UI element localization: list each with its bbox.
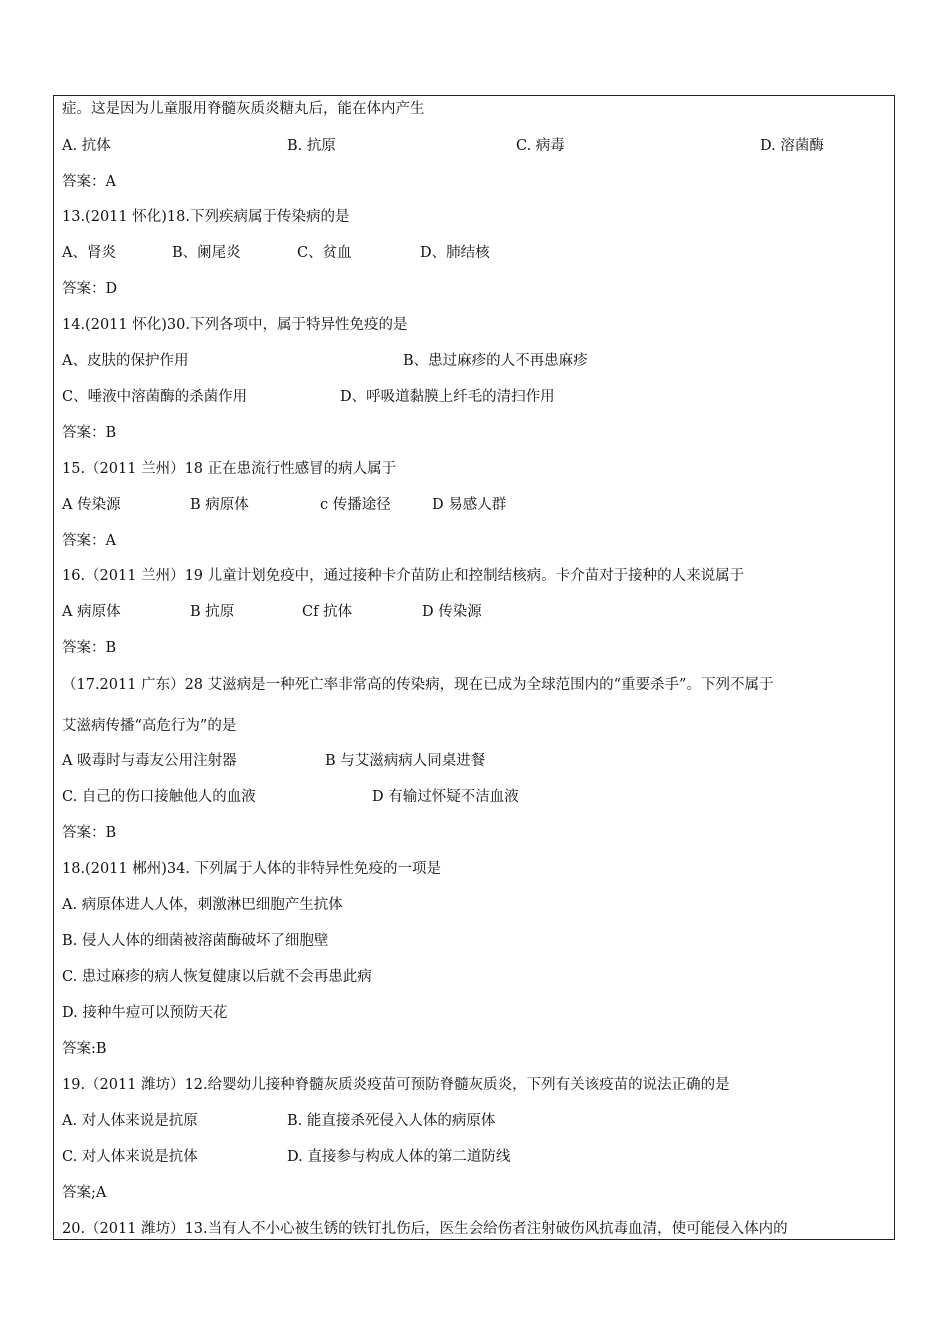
answer-option: D 易感人群: [432, 497, 507, 513]
answer-option: C. 对人体来说是抗体: [62, 1149, 198, 1165]
answer-option: B 抗原: [190, 604, 235, 620]
page-border: [53, 95, 895, 1240]
text-line: 18.(2011 郴州)34. 下列属于人体的非特异性免疫的一项是: [62, 861, 442, 877]
text-line: D. 接种牛痘可以预防天花: [62, 1005, 228, 1021]
text-line: B. 侵人人体的细菌被溶菌酶破坏了细胞壁: [62, 933, 329, 949]
text-line: 20.（2011 潍坊）13.当有人不小心被生锈的铁钉扎伤后，医生会给伤者注射破伤风抗毒血清，使可能侵入体内的: [62, 1221, 788, 1237]
text-line: 13.(2011 怀化)18.下列疾病属于传染病的是: [62, 209, 350, 225]
text-line: （17.2011 广东）28 艾滋病是一种死亡率非常高的传染病，现在已成为全球范围内的“重要杀手”。下列不属于: [62, 677, 774, 693]
answer-option: C、贫血: [297, 245, 352, 261]
text-line: C. 患过麻疹的病人恢复健康以后就不会再患此病: [62, 969, 372, 985]
text-line: 答案;A: [62, 1185, 107, 1201]
text-line: A. 病原体进人人体，刺激淋巴细胞产生抗体: [62, 897, 343, 913]
text-line: 15.（2011 兰州）18 正在患流行性感冒的病人属于: [62, 461, 397, 477]
answer-option: A 吸毒时与毒友公用注射器: [62, 753, 237, 769]
answer-option: C. 病毒: [516, 138, 565, 154]
text-line: 16.（2011 兰州）19 儿童计划免疫中，通过接种卡介苗防止和控制结核病。卡介苗对于接种的人来说属于: [62, 568, 745, 584]
answer-option: D 传染源: [422, 604, 482, 620]
text-line: 答案：B: [62, 425, 117, 441]
answer-option: C. 自己的伤口接触他人的血液: [62, 789, 256, 805]
text-line: 答案：A: [62, 533, 116, 549]
answer-option: B. 能直接杀死侵入人体的病原体: [287, 1113, 496, 1129]
answer-option: B 病原体: [190, 497, 249, 513]
text-line: 答案：B: [62, 640, 117, 656]
answer-option: A、肾炎: [62, 245, 116, 261]
answer-option: c 传播途径: [320, 497, 391, 513]
text-line: 答案：B: [62, 825, 117, 841]
answer-option: D 有输过怀疑不洁血液: [372, 789, 519, 805]
answer-option: B. 抗原: [287, 138, 336, 154]
text-line: 答案:B: [62, 1041, 107, 1057]
answer-option: Cf 抗体: [302, 604, 353, 620]
text-line: 艾滋病传播“高危行为”的是: [62, 718, 237, 734]
answer-option: D. 直接参与构成人体的第二道防线: [287, 1149, 511, 1165]
answer-option: A. 对人体来说是抗原: [62, 1113, 198, 1129]
answer-option: D. 溶菌酶: [760, 138, 824, 154]
text-line: 答案：D: [62, 281, 118, 297]
text-line: 14.(2011 怀化)30.下列各项中，属于特异性免疫的是: [62, 317, 408, 333]
answer-option: B、患过麻疹的人不再患麻疹: [403, 353, 588, 369]
answer-option: A 病原体: [62, 604, 121, 620]
text-line: 答案：A: [62, 174, 116, 190]
answer-option: A、皮肤的保护作用: [62, 353, 189, 369]
answer-option: A. 抗体: [62, 138, 111, 154]
answer-option: A 传染源: [62, 497, 121, 513]
answer-option: D、肺结核: [420, 245, 490, 261]
answer-option: B 与艾滋病病人同桌进餐: [325, 753, 486, 769]
text-line: 19.（2011 潍坊）12.给婴幼儿接种脊髓灰质炎疫苗可预防脊髓灰质炎，下列有关该疫苗的说法正确的是: [62, 1077, 730, 1093]
text-line: 症。这是因为儿童服用脊髓灰质炎糖丸后，能在体内产生: [62, 101, 425, 117]
answer-option: D、呼吸道黏膜上纤毛的清扫作用: [340, 389, 555, 405]
answer-option: B、阑尾炎: [172, 245, 241, 261]
answer-option: C、唾液中溶菌酶的杀菌作用: [62, 389, 248, 405]
